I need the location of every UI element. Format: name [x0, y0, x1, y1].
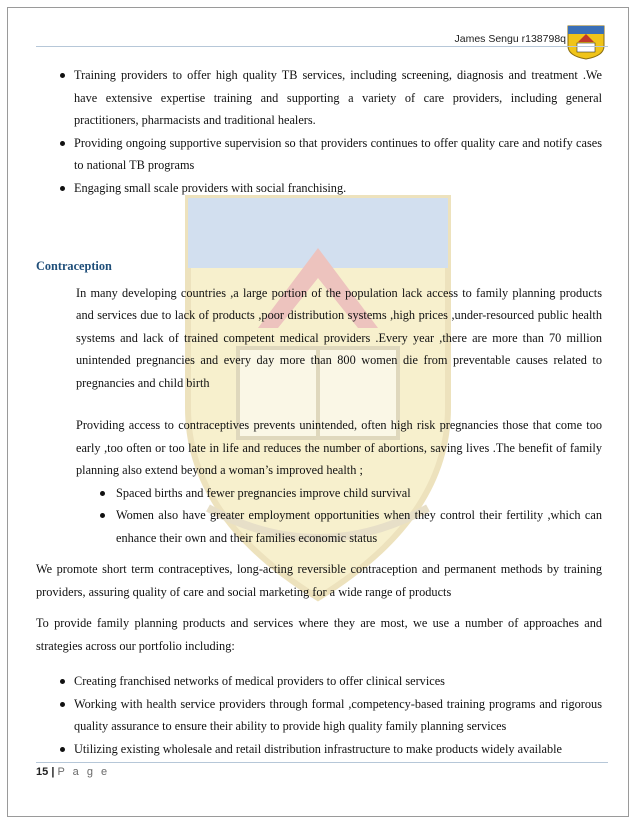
- list-item: Training providers to offer high quality TB services, including screening, diagnosis and treatment .We have extensive expertise training and supporting a variety of care providers, including general practitioners, pharmacists and traditional healers.: [36, 64, 602, 132]
- paragraph: Providing access to contraceptives prevents unintended, often high risk pregnancies those that come too early ,too often or too late in life and reduces the number of abortions, saving lives .The benefit of family planning also extend beyond a woman’s improved health ;: [76, 418, 602, 477]
- list-item: Working with health service providers through formal ,competency-based training programs and rigorous quality assurance to ensure their ability to provide high quality family planning services: [36, 693, 602, 738]
- header-author: James Sengu r138798q: [454, 33, 566, 45]
- footer-separator: |: [51, 766, 55, 778]
- bullet-list-top: [36, 64, 602, 199]
- bullet-list-sub: [36, 482, 602, 550]
- list-item: Spaced births and fewer pregnancies improve child survival: [36, 482, 602, 505]
- list-item: Engaging small scale providers with social franchising.: [36, 177, 602, 200]
- list-item: Utilizing existing wholesale and retail distribution infrastructure to make products widely available: [36, 738, 602, 761]
- bullet-list-bottom: [36, 670, 602, 760]
- paragraph: We promote short term contraceptives, long-acting reversible contraception and permanent methods by training providers, assuring quality of care and social marketing for a wide range of products: [36, 562, 602, 599]
- footer-divider: [36, 762, 608, 763]
- page-number: 15: [36, 766, 49, 778]
- paragraph: To provide family planning products and services where they are most, we use a number of approaches and strategies across our portfolio including:: [36, 616, 602, 653]
- page-content: [36, 64, 602, 760]
- header-divider: [36, 46, 608, 47]
- university-logo-icon: [566, 24, 606, 60]
- page-label: P a g e: [57, 766, 110, 778]
- page-footer: [36, 766, 110, 778]
- list-item: Creating franchised networks of medical providers to offer clinical services: [36, 670, 602, 693]
- list-item: Women also have greater employment opportunities when they control their fertility ,which can enhance their own and their families economic status: [36, 504, 602, 549]
- section-heading: Contraception: [36, 259, 112, 273]
- list-item: Providing ongoing supportive supervision so that providers continues to offer quality care and notify cases to national TB programs: [36, 132, 602, 177]
- paragraph: In many developing countries ,a large portion of the population lack access to family planning products and services due to lack of products ,poor distribution systems ,high prices ,under-resourced public health systems and lack of trained competent medical providers .Every year ,there are more than 70 million unintended pregnancies and every day more than 800 women die from preventable causes related to pregnancies and child birth: [76, 285, 602, 390]
